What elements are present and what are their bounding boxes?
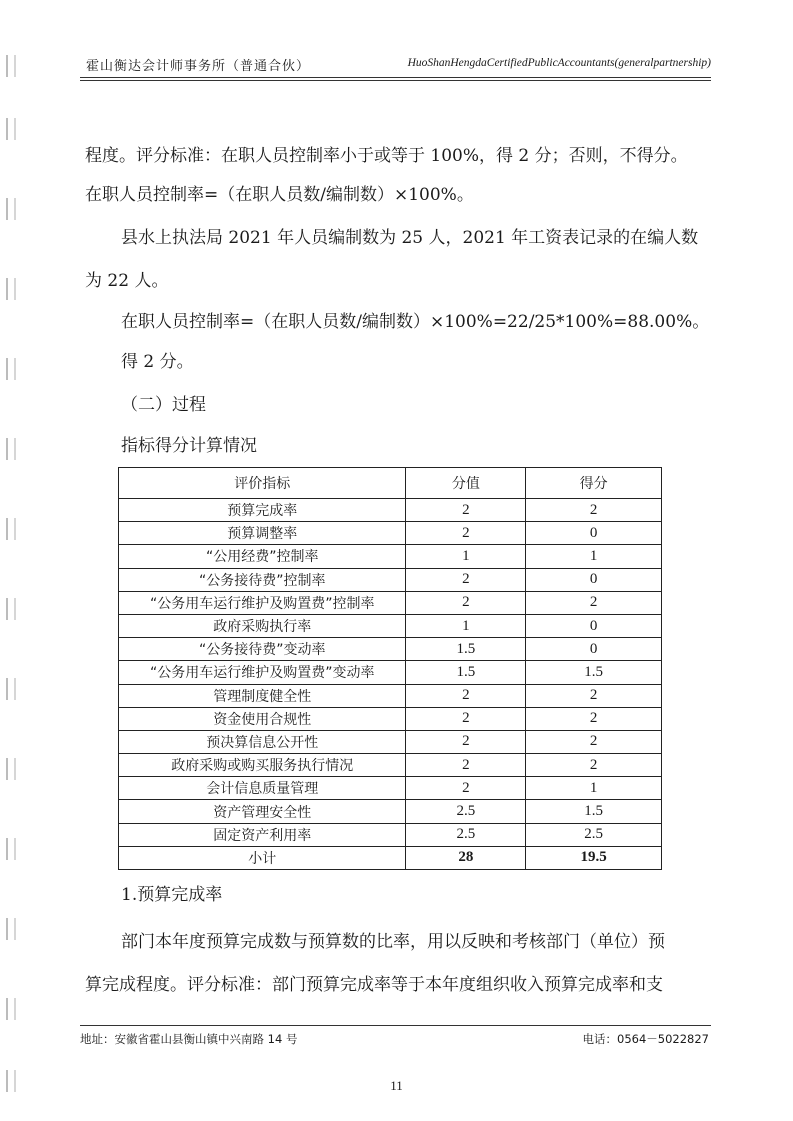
full-score-cell: 2 [406, 684, 526, 707]
header-full-score: 分值 [406, 468, 526, 499]
footer-phone: 电话：0564－5022827 [582, 1032, 709, 1046]
paragraph-budget-line1: 部门本年度预算完成数与预算数的比率，用以反映和考核部门（单位）预 [121, 932, 665, 952]
full-score-cell: 2 [406, 754, 526, 777]
paragraph-budget-line2: 算完成程度。评分标准：部门预算完成率等于本年度组织收入预算完成率和支 [85, 975, 663, 995]
footer-rule [80, 1025, 711, 1026]
score-cell: 2 [526, 684, 662, 707]
indicator-cell: 资金使用合规性 [119, 707, 406, 730]
score-cell: 1 [526, 545, 662, 568]
table-row [119, 638, 662, 661]
indicator-cell: “公务用车运行维护及购置费”变动率 [119, 661, 406, 684]
paragraph-staffing-line2: 为 22 人。 [85, 271, 169, 291]
table-caption: 指标得分计算情况 [121, 436, 257, 456]
score-cell: 1 [526, 777, 662, 800]
header-rule-thin [80, 80, 711, 81]
binding-mark [6, 198, 16, 220]
table-row [119, 823, 662, 846]
header-indicator: 评价指标 [119, 468, 406, 499]
item-heading: 1.预算完成率 [121, 885, 223, 905]
score-cell: 2.5 [526, 823, 662, 846]
full-score-cell: 1 [406, 614, 526, 637]
table-row [119, 661, 662, 684]
table-total-row [119, 846, 662, 869]
total-score-cell: 19.5 [526, 846, 662, 869]
full-score-cell: 2.5 [406, 823, 526, 846]
indicator-cell: “公务用车运行维护及购置费”控制率 [119, 591, 406, 614]
paragraph-formula: 在职人员控制率=（在职人员数/编制数）×100%。 [85, 185, 474, 205]
binding-mark [6, 55, 16, 77]
header-score: 得分 [526, 468, 662, 499]
indicator-cell: 预算调整率 [119, 522, 406, 545]
paragraph-calculation: 在职人员控制率=（在职人员数/编制数）×100%=22/25*100%=88.00%。 [121, 312, 710, 332]
table-row [119, 684, 662, 707]
full-score-cell: 2 [406, 730, 526, 753]
score-cell: 1.5 [526, 661, 662, 684]
score-cell: 0 [526, 614, 662, 637]
full-score-cell: 2 [406, 777, 526, 800]
table-row [119, 730, 662, 753]
score-cell: 0 [526, 522, 662, 545]
indicator-cell: 政府采购或购买服务执行情况 [119, 754, 406, 777]
table-row [119, 800, 662, 823]
total-label-cell: 小计 [119, 846, 406, 869]
score-cell: 2 [526, 499, 662, 522]
table-row [119, 522, 662, 545]
binding-mark [6, 358, 16, 380]
table-row [119, 754, 662, 777]
total-full-score-cell: 28 [406, 846, 526, 869]
page-number: 11 [390, 1078, 403, 1093]
binding-mark [6, 678, 16, 700]
paragraph-staffing-line1: 县水上执法局 2021 年人员编制数为 25 人，2021 年工资表记录的在编人数 [121, 228, 699, 248]
score-cell: 2 [526, 591, 662, 614]
section-heading: （二）过程 [121, 395, 206, 415]
full-score-cell: 2 [406, 707, 526, 730]
table-row [119, 545, 662, 568]
full-score-cell: 2 [406, 568, 526, 591]
score-cell: 2 [526, 754, 662, 777]
header-rule [80, 77, 711, 78]
table-header-row [119, 468, 662, 499]
paragraph-score: 得 2 分。 [121, 352, 194, 372]
indicator-cell: “公务接待费”控制率 [119, 568, 406, 591]
firm-name-cn: 霍山衡达会计师事务所（普通合伙） [86, 59, 311, 74]
indicator-cell: 预决算信息公开性 [119, 730, 406, 753]
firm-name-en: HuoShanHengdaCertifiedPublicAccountants(generalpartnership) [407, 57, 711, 69]
binding-mark [6, 438, 16, 460]
full-score-cell: 2 [406, 591, 526, 614]
indicator-cell: 管理制度健全性 [119, 684, 406, 707]
indicator-cell: 政府采购执行率 [119, 614, 406, 637]
table-row [119, 568, 662, 591]
full-score-cell: 1 [406, 545, 526, 568]
binding-mark [6, 838, 16, 860]
full-score-cell: 2 [406, 522, 526, 545]
full-score-cell: 2 [406, 499, 526, 522]
table-row [119, 777, 662, 800]
binding-mark [6, 598, 16, 620]
binding-mark [6, 118, 16, 140]
indicator-cell: “公用经费”控制率 [119, 545, 406, 568]
indicator-cell: 固定资产利用率 [119, 823, 406, 846]
full-score-cell: 2.5 [406, 800, 526, 823]
indicator-cell: 会计信息质量管理 [119, 777, 406, 800]
score-table [118, 467, 662, 870]
indicator-cell: “公务接待费”变动率 [119, 638, 406, 661]
score-cell: 2 [526, 730, 662, 753]
binding-mark [6, 758, 16, 780]
table-row [119, 614, 662, 637]
table-row [119, 591, 662, 614]
binding-mark [6, 918, 16, 940]
binding-mark [6, 998, 16, 1020]
score-cell: 1.5 [526, 800, 662, 823]
full-score-cell: 1.5 [406, 661, 526, 684]
score-cell: 0 [526, 568, 662, 591]
full-score-cell: 1.5 [406, 638, 526, 661]
table-row [119, 499, 662, 522]
score-cell: 0 [526, 638, 662, 661]
paragraph-scoring-standard: 程度。评分标准：在职人员控制率小于或等于 100%，得 2 分；否则，不得分。 [85, 146, 688, 166]
binding-mark [6, 278, 16, 300]
indicator-cell: 资产管理安全性 [119, 800, 406, 823]
table-row [119, 707, 662, 730]
score-cell: 2 [526, 707, 662, 730]
footer-address: 地址：安徽省霍山县衡山镇中兴南路 14 号 [80, 1032, 298, 1046]
indicator-cell: 预算完成率 [119, 499, 406, 522]
binding-mark [6, 518, 16, 540]
